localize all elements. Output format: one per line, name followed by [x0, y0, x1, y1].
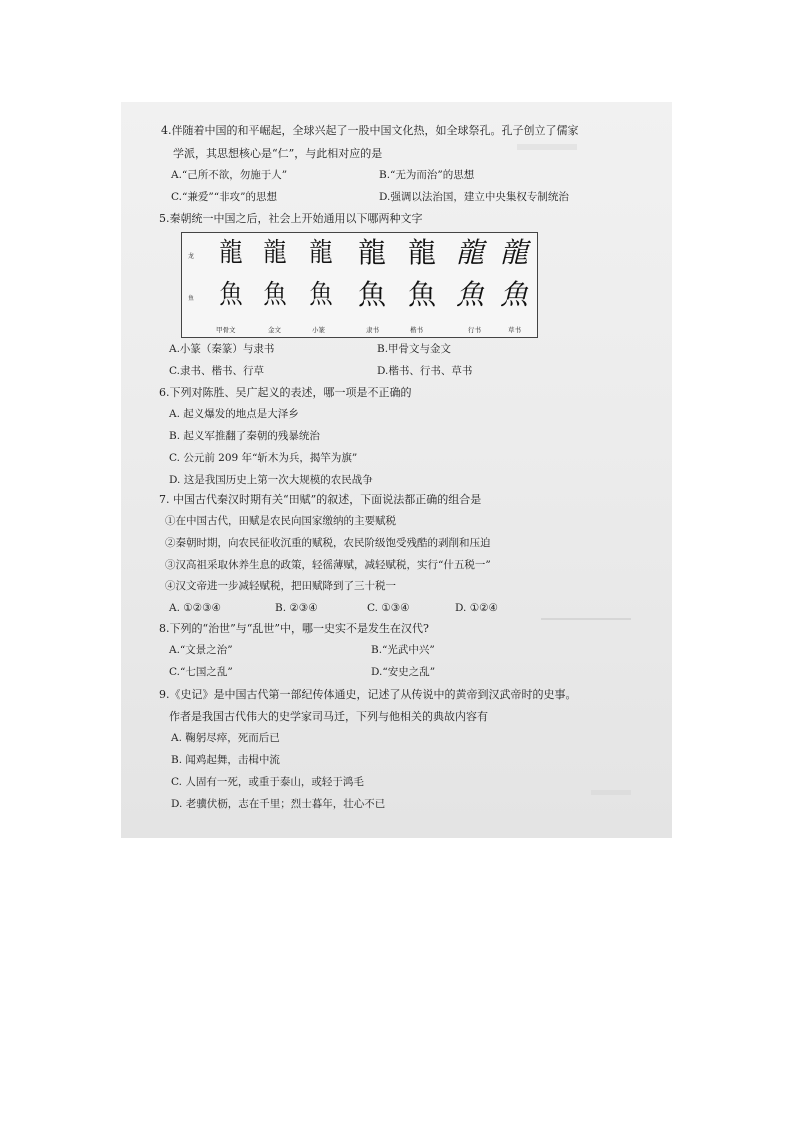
- scanned-exam-page: [121, 102, 672, 838]
- q9-stem-line2: 作者是我国古代伟大的史学家司马迁，下列与他相关的典故内容有: [169, 710, 488, 723]
- dragon-seal-glyph: 龍: [309, 238, 333, 268]
- q8-option-b: B.“光武中兴”: [371, 644, 435, 656]
- q9-option-b: B. 闻鸡起舞，击楫中流: [171, 754, 280, 766]
- fish-row-label: 鱼: [188, 295, 195, 302]
- caption-running: 行书: [468, 326, 481, 334]
- caption-bronze: 金文: [268, 326, 281, 334]
- q8-option-a: A.“文景之治”: [169, 644, 233, 656]
- dragon-bronze-glyph: 龍: [263, 238, 287, 268]
- fish-bronze-glyph: 魚: [263, 280, 287, 310]
- q6-option-b: B. 起义军推翻了秦朝的残暴统治: [169, 430, 320, 442]
- dragon-clerical-glyph: 龍: [358, 236, 387, 269]
- q7-stem: 7. 中国古代秦汉时期有关“田赋”的叙述，下面说法都正确的组合是: [159, 493, 482, 506]
- q7-statement-3: ③汉高祖采取休养生息的政策，轻徭薄赋，减轻赋税，实行“什五税一”: [165, 559, 491, 571]
- bleed-through-mark: [541, 618, 631, 620]
- q7-statement-2: ②秦朝时期，向农民征收沉重的赋税，农民阶级饱受残酷的剥削和压迫: [165, 537, 491, 549]
- q7-statement-1: ①在中国古代，田赋是农民向国家缴纳的主要赋税: [165, 515, 396, 527]
- q4-option-d: D.强调以法治国，建立中央集权专制统治: [379, 191, 569, 203]
- q9-option-c: C. 人固有一死，或重于泰山，或轻于鸿毛: [171, 776, 364, 788]
- fish-oracle-glyph: 魚: [219, 280, 243, 310]
- fish-clerical-glyph: 魚: [358, 278, 387, 311]
- caption-regular: 楷书: [410, 326, 423, 334]
- q7-option-a: A. ①②③④: [169, 602, 221, 614]
- caption-oracle: 甲骨文: [216, 326, 236, 334]
- script-evolution-figure: [181, 232, 538, 338]
- q6-option-a: A. 起义爆发的地点是大泽乡: [169, 408, 299, 420]
- caption-cursive: 草书: [508, 326, 521, 334]
- q9-option-a: A. 鞠躬尽瘁，死而后已: [171, 732, 280, 744]
- q7-statement-4: ④汉文帝进一步减轻赋税，把田赋降到了三十税一: [165, 580, 396, 592]
- dragon-oracle-glyph: 龍: [219, 238, 243, 268]
- q8-stem: 8.下列的“治世”与“乱世”中，哪一史实不是发生在汉代?: [159, 622, 429, 635]
- q9-option-d: D. 老骥伏枥，志在千里；烈士暮年，壮心不已: [171, 798, 386, 810]
- fish-seal-glyph: 魚: [309, 280, 333, 310]
- dragon-row-label: 龙: [188, 253, 195, 260]
- dragon-cursive-glyph: 龍: [500, 236, 529, 269]
- dragon-running-glyph: 龍: [456, 236, 485, 269]
- caption-seal: 小篆: [312, 326, 325, 334]
- q4-option-a: A.“己所不欲，勿施于人”: [171, 169, 288, 181]
- dragon-regular-glyph: 龍: [408, 236, 437, 269]
- q8-option-d: D.“安史之乱”: [371, 666, 436, 678]
- q7-option-c: C. ①③④: [367, 602, 410, 614]
- q4-stem-line2: 学派，其思想核心是“仁”，与此相对应的是: [173, 147, 383, 160]
- q7-option-b: B. ②③④: [275, 602, 318, 614]
- bleed-through-mark: [517, 144, 577, 150]
- q5-option-a: A.小篆（秦篆）与隶书: [169, 343, 275, 355]
- bleed-through-mark: [591, 790, 631, 795]
- fish-running-glyph: 魚: [456, 278, 485, 311]
- q4-option-b: B.“无为而治”的思想: [379, 169, 475, 181]
- q6-stem: 6.下列对陈胜、吴广起义的表述，哪一项是不正确的: [159, 386, 412, 399]
- q4-option-c: C.“兼爱”“非攻”的思想: [171, 191, 277, 203]
- q6-option-c: C. 公元前 209 年“斩木为兵，揭竿为旗”: [169, 452, 358, 464]
- q5-stem: 5.秦朝统一中国之后，社会上开始通用以下哪两种文字: [159, 212, 423, 225]
- q5-option-c: C.隶书、楷书、行草: [169, 365, 264, 377]
- q7-option-d: D. ①②④: [455, 602, 498, 614]
- q9-stem-line1: 9.《史记》是中国古代第一部纪传体通史，记述了从传说中的黄帝到汉武帝时的史事。: [159, 688, 577, 701]
- fish-regular-glyph: 魚: [408, 278, 437, 311]
- q5-option-b: B.甲骨文与金文: [377, 343, 452, 355]
- fish-cursive-glyph: 魚: [500, 278, 529, 311]
- q5-option-d: D.楷书、行书、草书: [377, 365, 473, 377]
- q8-option-c: C.“七国之乱”: [169, 666, 233, 678]
- caption-clerical: 隶书: [366, 326, 379, 334]
- q4-stem-line1: 4.伴随着中国的和平崛起，全球兴起了一股中国文化热，如全球祭孔。孔子创立了儒家: [161, 124, 579, 137]
- q6-option-d: D. 这是我国历史上第一次大规模的农民战争: [169, 474, 373, 486]
